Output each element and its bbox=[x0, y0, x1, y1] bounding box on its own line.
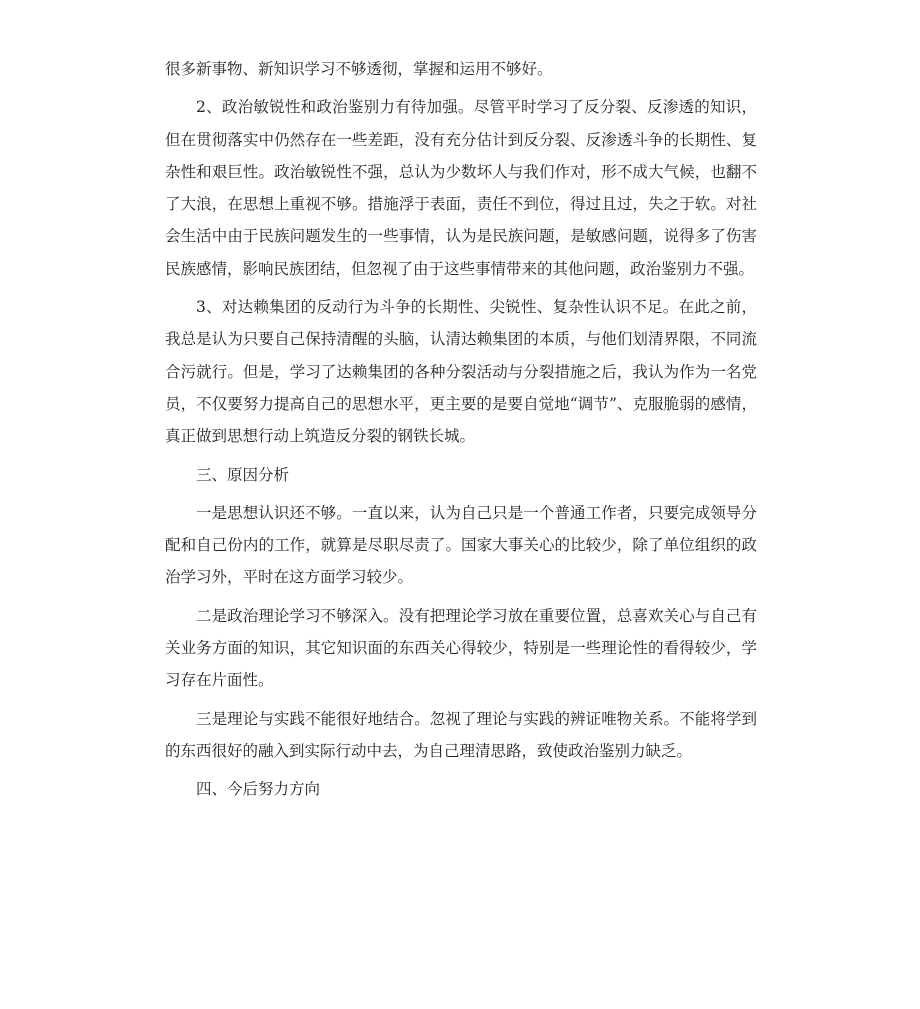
document-page bbox=[165, 53, 757, 812]
paragraph-struggle-awareness: 3、对达赖集团的反动行为斗争的长期性、尖锐性、复杂性认识不足。在此之前，我总是认为只要自己保持清醒的头脑，认清达赖集团的本质，与他们划清界限，不同流合污就行。但是，学习了达赖集团的各种分裂活动与分裂措施之后，我认为作为一名党员，不仅要努力提高自己的思想水平，更主要的是要自觉地“调节”、克服脆弱的感情，真正做到思想行动上筑造反分裂的钢铁长城。 bbox=[165, 298, 757, 446]
paragraph-cause-two: 二是政治理论学习不够深入。没有把理论学习放在重要位置，总喜欢关心与自己有关业务方面的知识，其它知识面的东西关心得较少，特别是一些理论性的看得较少，学习存在片面性。 bbox=[165, 606, 757, 690]
paragraph-cause-three: 三是理论与实践不能很好地结合。忽视了理论与实践的辨证唯物关系。不能将学到的东西很好的融入到实际行动中去，为自己理清思路，致使政治鉴别力缺乏。 bbox=[165, 709, 757, 760]
paragraph-continuation: 很多新事物、新知识学习不够透彻，掌握和运用不够好。 bbox=[165, 60, 553, 78]
paragraph-political-sensitivity: 2、政治敏锐性和政治鉴别力有待加强。尽管平时学习了反分裂、反渗透的知识，但在贯彻落实中仍然存在一些差距，没有充分估计到反分裂、反渗透斗争的长期性、复杂性和艰巨性。政治敏锐性不强，总认为少数坏人与我们作对，形不成大气候，也翻不了大浪，在思想上重视不够。措施浮于表面，责任不到位，得过且过，失之于软。对社会生活中由于民族问题发生的一些事情，认为是民族问题，是敏感问题，说得多了伤害民族感情，影响民族团结，但忽视了由于这些事情带来的其他问题，政治鉴别力不强。 bbox=[165, 98, 757, 278]
paragraph-cause-one: 一是思想认识还不够。一直以来，认为自己只是一个普通工作者，只要完成领导分配和自己份内的工作，就算是尽职尽责了。国家大事关心的比较少，除了单位组织的政治学习外，平时在这方面学习较少。 bbox=[165, 503, 757, 587]
section-heading-cause-analysis: 三、原因分析 bbox=[196, 465, 290, 484]
section-heading-future-direction: 四、今后努力方向 bbox=[196, 780, 321, 799]
